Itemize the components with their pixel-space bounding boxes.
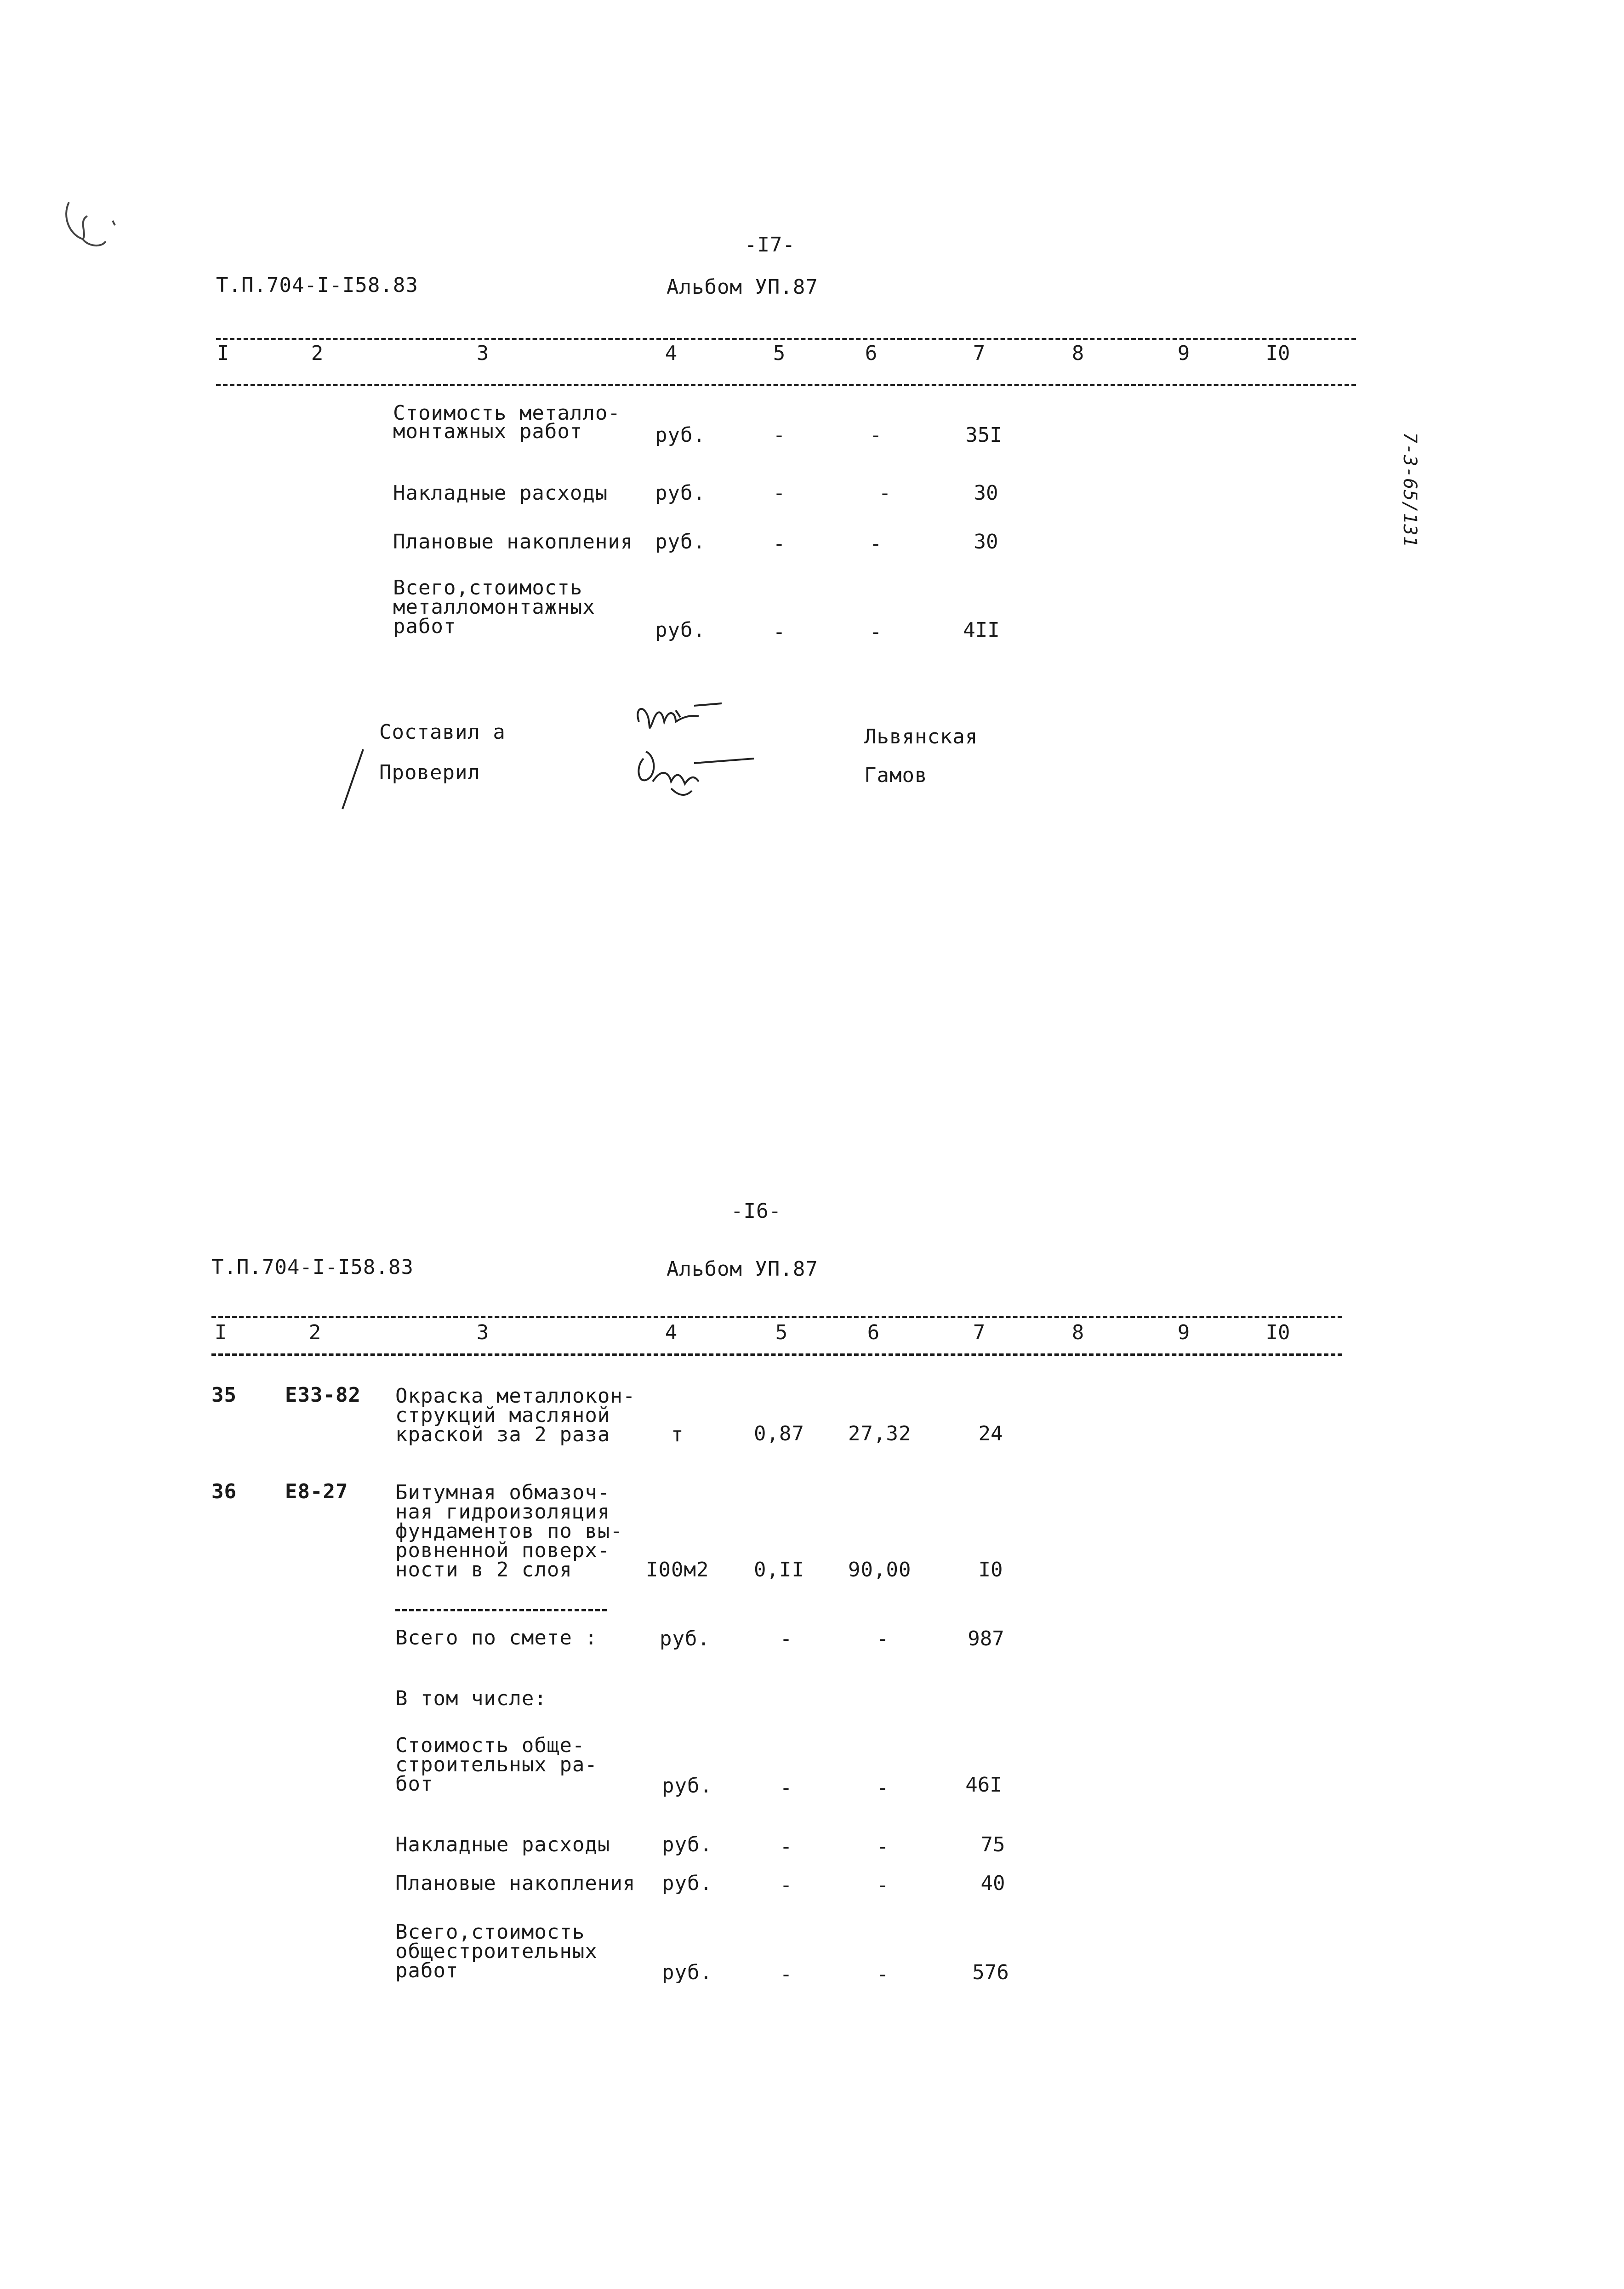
- column-header: 7: [973, 342, 986, 365]
- total-name: бот: [395, 1772, 433, 1796]
- row-col6: -: [878, 481, 891, 505]
- column-header: 9: [1177, 342, 1190, 365]
- total-col6: -: [876, 1963, 889, 1986]
- header-rule-bottom: [216, 384, 1356, 386]
- row-name: работ: [393, 615, 456, 638]
- album-label: Альбом УП.87: [667, 1257, 818, 1281]
- total-col5: -: [780, 1776, 792, 1799]
- row-name: металломонтажных: [393, 595, 595, 619]
- row-name: Плановые накопления: [393, 530, 633, 554]
- total-col5: -: [780, 1873, 792, 1897]
- column-header: 9: [1177, 1321, 1190, 1344]
- column-header: 4: [665, 342, 678, 365]
- row-col5: -: [773, 481, 786, 505]
- column-header: 6: [865, 342, 878, 365]
- row-unit: руб.: [655, 530, 706, 554]
- column-header: I0: [1265, 1321, 1290, 1344]
- handwritten-signature: [625, 690, 772, 809]
- item-price: 27,32: [848, 1422, 912, 1445]
- row-col5: -: [773, 423, 786, 447]
- side-stamp: 7-3-65/131: [1399, 432, 1420, 548]
- total-cost: 987: [968, 1627, 1004, 1650]
- header-rule-bottom: [211, 1353, 1342, 1356]
- row-unit: руб.: [655, 423, 706, 447]
- row-name: Всего,стоимость: [393, 576, 583, 599]
- item-name: ности в 2 слоя: [395, 1558, 572, 1581]
- total-name: Всего по смете :: [395, 1626, 598, 1650]
- compiled-name: Львянская: [864, 725, 978, 748]
- total-cost: 75: [980, 1833, 1005, 1856]
- column-header: 8: [1071, 1321, 1084, 1344]
- total-unit: руб.: [662, 1872, 712, 1895]
- item-code: Е8-27: [285, 1480, 348, 1503]
- item-name: Битумная обмазоч-: [395, 1481, 610, 1504]
- total-col6: -: [876, 1835, 889, 1858]
- row-unit: руб.: [655, 481, 706, 505]
- column-header: I: [214, 1321, 227, 1344]
- item-code: Е33-82: [285, 1383, 361, 1407]
- total-unit: руб.: [660, 1627, 710, 1650]
- row-name: Стоимость металло-: [393, 401, 621, 425]
- total-name: Плановые накопления: [395, 1872, 636, 1895]
- item-cost: 24: [978, 1422, 1003, 1445]
- column-header: I: [217, 342, 229, 365]
- row-cost: 4II: [963, 618, 1000, 642]
- item-unit: I00м2: [646, 1558, 709, 1581]
- item-price: 90,00: [848, 1558, 912, 1581]
- doc-code: Т.П.704-I-I58.83: [211, 1256, 414, 1279]
- total-unit: руб.: [662, 1833, 712, 1856]
- total-name: общестроительных: [395, 1940, 598, 1963]
- page-number: -I6-: [731, 1199, 781, 1223]
- total-cost: 40: [980, 1872, 1005, 1895]
- total-name: Стоимость обще-: [395, 1734, 585, 1757]
- total-cost: 46I: [965, 1773, 1002, 1797]
- item-number: 35: [211, 1383, 237, 1407]
- compiled-label: Составил а: [379, 720, 506, 744]
- column-header: 7: [973, 1321, 986, 1344]
- column-header: 8: [1071, 342, 1084, 365]
- item-qty: 0,II: [754, 1558, 804, 1581]
- row-col6: -: [869, 532, 882, 555]
- row-col5: -: [773, 532, 786, 555]
- row-col6: -: [869, 620, 882, 644]
- item-name: струкций масляной: [395, 1404, 610, 1427]
- total-col5: -: [780, 1963, 792, 1986]
- row-cost: 30: [974, 530, 998, 554]
- item-cost: I0: [978, 1558, 1003, 1581]
- item-name: ная гидроизоляция: [395, 1500, 610, 1524]
- row-name: монтажных работ: [393, 420, 583, 443]
- column-header: 6: [867, 1321, 880, 1344]
- column-header: 5: [773, 342, 786, 365]
- column-header: 2: [308, 1321, 321, 1344]
- header-rule-top: [216, 338, 1356, 340]
- column-header: 3: [476, 1321, 489, 1344]
- item-name: краской за 2 раза: [395, 1423, 610, 1446]
- doc-code: Т.П.704-I-I58.83: [216, 274, 418, 297]
- column-header: I0: [1265, 342, 1290, 365]
- total-col6: -: [876, 1627, 889, 1650]
- item-number: 36: [211, 1480, 237, 1503]
- row-col5: -: [773, 620, 786, 644]
- total-col5: -: [780, 1627, 792, 1650]
- total-name: строительных ра-: [395, 1753, 598, 1776]
- row-col6: -: [869, 423, 882, 447]
- column-header: 2: [311, 342, 324, 365]
- total-cost: 576: [972, 1961, 1009, 1984]
- checked-name: Гамов: [864, 764, 928, 787]
- total-unit: руб.: [662, 1774, 712, 1798]
- item-qty: 0,87: [754, 1422, 804, 1445]
- total-name: Всего,стоимость: [395, 1920, 585, 1944]
- page-number: -I7-: [745, 233, 795, 257]
- column-header: 3: [476, 342, 489, 365]
- item-name: ровненной поверх-: [395, 1539, 610, 1562]
- item-name: Окраска металлокон-: [395, 1384, 636, 1408]
- row-name: Накладные расходы: [393, 481, 608, 505]
- total-col6: -: [876, 1776, 889, 1799]
- totals-separator: [395, 1609, 607, 1611]
- header-rule-top: [211, 1316, 1342, 1318]
- row-cost: 35I: [965, 423, 1002, 447]
- total-unit: руб.: [662, 1961, 712, 1984]
- item-unit: т: [671, 1423, 684, 1446]
- column-header: 5: [775, 1321, 788, 1344]
- row-cost: 30: [974, 481, 998, 505]
- check-stroke: [336, 745, 372, 814]
- album-label: Альбом УП.87: [667, 275, 818, 299]
- total-col6: -: [876, 1873, 889, 1897]
- item-name: фундаментов по вы-: [395, 1519, 623, 1543]
- row-unit: руб.: [655, 618, 706, 642]
- checked-label: Проверил: [379, 761, 480, 784]
- total-name: Накладные расходы: [395, 1833, 610, 1856]
- corner-handwriting: [55, 184, 129, 257]
- total-col5: -: [780, 1835, 792, 1858]
- total-name: работ: [395, 1959, 459, 1982]
- column-header: 4: [665, 1321, 678, 1344]
- total-name: В том числе:: [395, 1687, 547, 1710]
